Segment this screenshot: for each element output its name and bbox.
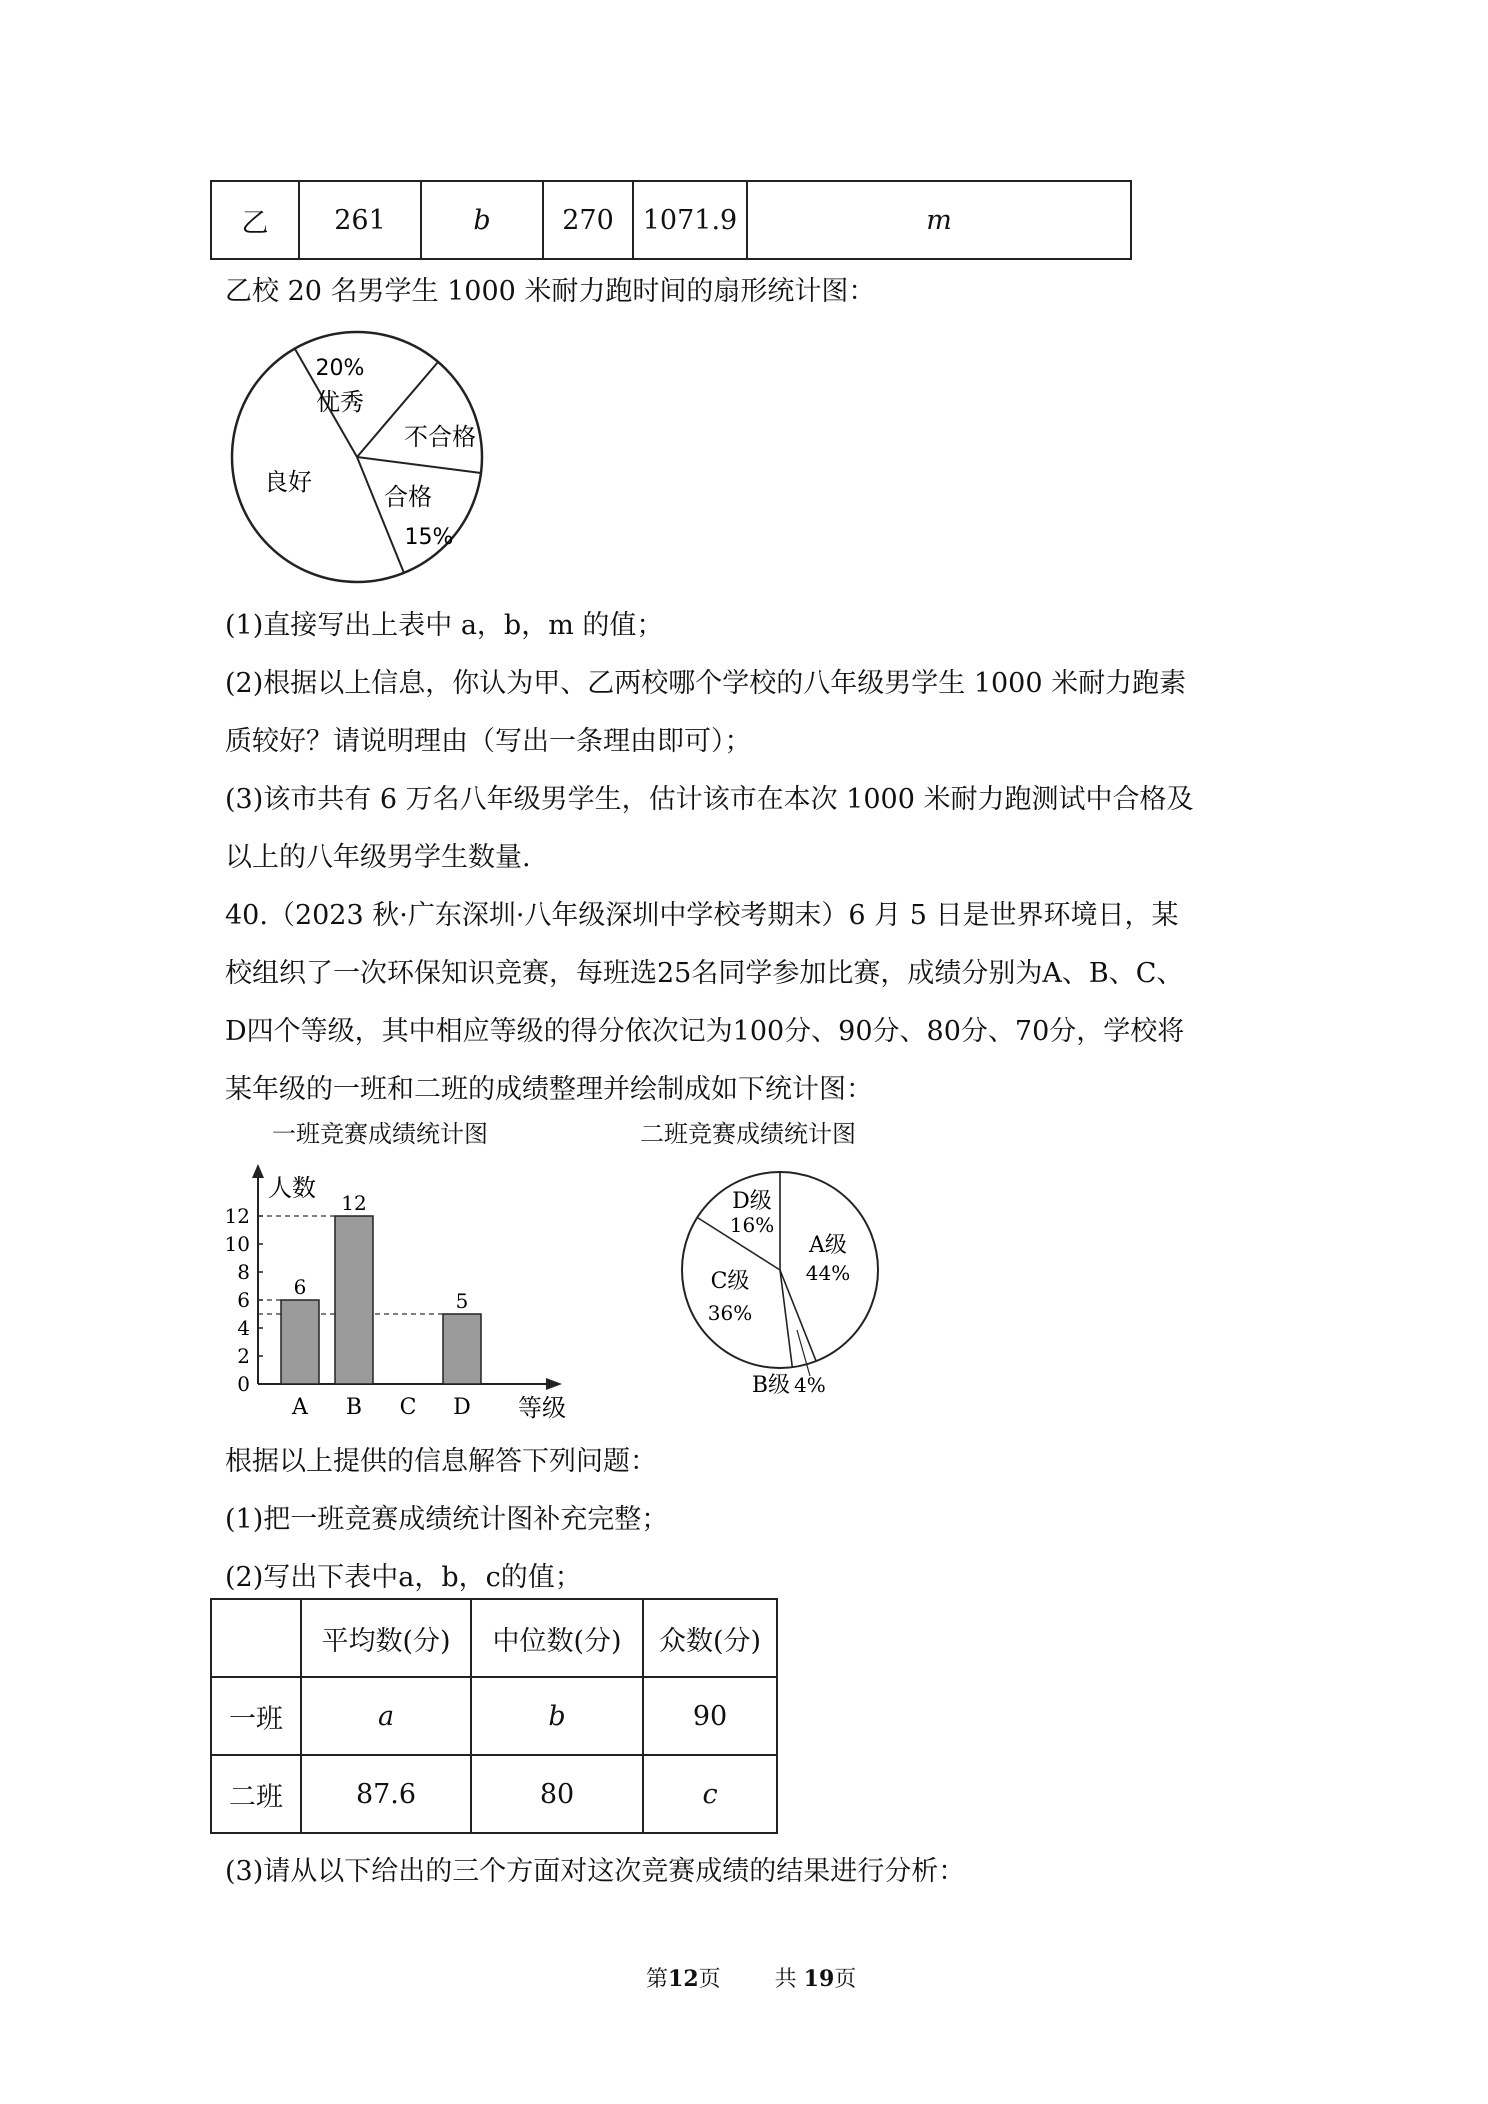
table-cell: 1071.9 (633, 181, 747, 259)
bar-chart-title: 一班竞赛成绩统计图 (272, 1120, 488, 1148)
pie1-good-label: 良好 (264, 468, 312, 496)
y-axis-arrow (252, 1164, 264, 1178)
pie1-caption: 乙校 20 名男学生 1000 米耐力跑时间的扇形统计图： (225, 276, 876, 307)
pie1-excellent-pct: 20% (315, 356, 365, 381)
bar-value-label: 6 (293, 1275, 307, 1299)
table-cell: c (643, 1755, 777, 1833)
bar-A (281, 1300, 319, 1384)
table-header-cell (211, 1599, 301, 1677)
q39-part1: (1)直接写出上表中 a，b，m 的值； (225, 610, 664, 641)
x-axis-label: 等级 (518, 1394, 566, 1422)
pie1-pass-label: 合格 (384, 483, 432, 511)
pie2-leader-line (797, 1330, 810, 1376)
x-tick-label: B (345, 1395, 363, 1420)
pie2-pct-c: 36% (707, 1301, 753, 1325)
class2-pie-chart (680, 1170, 910, 1410)
q39-part2-line2: 质较好？请说明理由（写出一条理由即可）； (225, 726, 752, 757)
table-header-cell: 中位数(分) (471, 1599, 643, 1677)
table-cell: b (471, 1677, 643, 1755)
bar-value-label: 12 (341, 1191, 367, 1215)
q40-line3: D四个等级，其中相应等级的得分依次记为100分、90分、80分、70分，学校将 (225, 1016, 1185, 1047)
q40-part3: (3)请从以下给出的三个方面对这次竞赛成绩的结果进行分析： (225, 1856, 966, 1887)
total-unit: 页 (834, 1967, 857, 1992)
y-axis-label: 人数 (268, 1174, 316, 1202)
q40-line4: 某年级的一班和二班的成绩整理并绘制成如下统计图： (225, 1074, 873, 1105)
y-tick-label: 2 (237, 1344, 250, 1368)
table-row (211, 1677, 777, 1755)
q39-part3-line2: 以上的八年级男学生数量. (225, 842, 531, 873)
pie2-chart-title: 二班竞赛成绩统计图 (640, 1120, 856, 1148)
table-row (211, 1755, 777, 1833)
pie1-pass-pct: 15% (404, 525, 454, 550)
table-cell: 80 (471, 1755, 643, 1833)
pie1-excellent-label: 优秀 (316, 388, 364, 416)
page-prefix: 第 (646, 1967, 669, 1992)
table-cell: 二班 (211, 1755, 301, 1833)
x-axis-arrow (546, 1378, 562, 1390)
y-tick-label: 0 (237, 1372, 250, 1396)
table-cell: 一班 (211, 1677, 301, 1755)
bar-value-label: 5 (455, 1289, 469, 1313)
x-tick-label: D (453, 1395, 471, 1420)
page-footer (646, 1962, 856, 1993)
pie1-divider (357, 457, 481, 473)
pie1-fail-label: 不合格 (404, 423, 476, 451)
table-header-row (211, 1599, 777, 1677)
table-cell: 87.6 (301, 1755, 471, 1833)
table-header-cell: 平均数(分) (301, 1599, 471, 1677)
table-cell: m (747, 181, 1131, 259)
pie2-pct-a: 44% (805, 1261, 851, 1285)
q40-line1: 40.（2023 秋·广东深圳·八年级深圳中学校考期末）6 月 5 日是世界环境日，某 (225, 900, 1179, 931)
y-tick-label: 12 (224, 1204, 250, 1228)
x-tick-label: A (292, 1395, 308, 1420)
top-table (210, 180, 1132, 260)
q40-part1: (1)把一班竞赛成绩统计图补充完整； (225, 1504, 669, 1535)
table-header-cell: 众数(分) (643, 1599, 777, 1677)
table-cell: 261 (299, 181, 421, 259)
x-tick-label: C (399, 1395, 417, 1420)
bar-D (443, 1314, 481, 1384)
table-cell: b (421, 181, 543, 259)
pie2-label-c: C级 (710, 1269, 750, 1294)
q40-part2: (2)写出下表中a，b，c的值； (225, 1562, 582, 1593)
page-unit: 页 (698, 1967, 721, 1992)
table-cell: a (301, 1677, 471, 1755)
pie1-divider (357, 457, 404, 573)
bar-B (335, 1216, 373, 1384)
table-cell: 270 (543, 181, 633, 259)
questions-intro: 根据以上提供的信息解答下列问题： (225, 1446, 657, 1477)
q40-line2: 校组织了一次环保知识竞赛，每班选25名同学参加比赛，成绩分别为A、B、C、 (225, 958, 1184, 989)
table-cell: 乙 (211, 181, 299, 259)
class1-bar-chart (210, 1160, 590, 1430)
pie2-label-d: D级 (732, 1189, 772, 1214)
y-tick-label: 8 (237, 1260, 250, 1284)
total-pages: 19 (803, 1966, 835, 1992)
y-tick-label: 6 (237, 1288, 250, 1312)
table-cell: 90 (643, 1677, 777, 1755)
pie2-label-b: B级 (751, 1373, 790, 1398)
pie2-label-a: A级 (809, 1233, 847, 1258)
y-tick-label: 10 (224, 1232, 250, 1256)
table-row (211, 181, 1131, 259)
score-table (210, 1598, 778, 1834)
q39-part3-line1: (3)该市共有 6 万名八年级男学生，估计该市在本次 1000 米耐力跑测试中合格及 (225, 784, 1194, 815)
total-prefix: 共 (774, 1967, 797, 1992)
pie2-pct-d: 16% (729, 1213, 775, 1237)
pie2-pct-b: 4% (794, 1373, 826, 1397)
y-tick-label: 4 (237, 1316, 250, 1340)
school-b-pie-chart (230, 330, 500, 590)
page-number: 12 (668, 1966, 699, 1992)
q39-part2-line1: (2)根据以上信息，你认为甲、乙两校哪个学校的八年级男学生 1000 米耐力跑素 (225, 668, 1187, 699)
